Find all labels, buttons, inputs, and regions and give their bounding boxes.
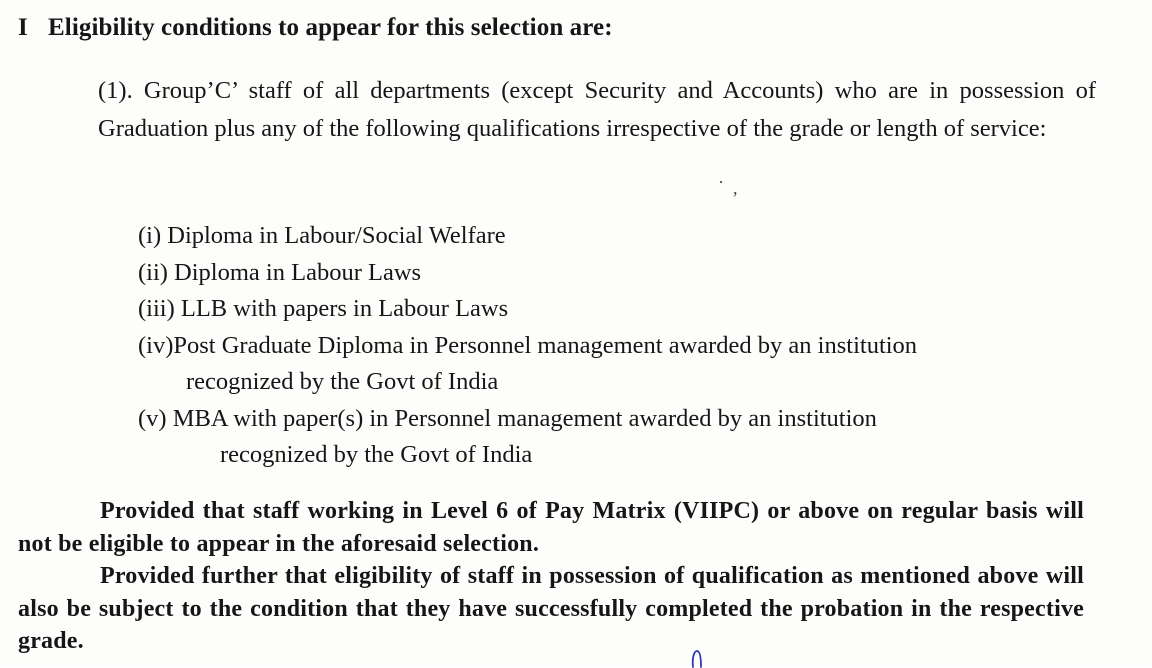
section-heading-text: Eligibility conditions to appear for this selection are: xyxy=(48,14,613,41)
eligibility-intro-paragraph xyxy=(98,72,1096,148)
qualification-item: (v) MBA with paper(s) in Personnel management awarded by an institution xyxy=(138,404,877,432)
proviso-paragraph-probation: Provided further that eligibility of staff in possession of qualification as mentioned above will also be subject to the condition that they have successfully completed the probation in the respective grade. xyxy=(18,563,1084,654)
qualification-item: (iii) LLB with papers in Labour Laws xyxy=(138,295,509,322)
qualification-item: (ii) Diploma in Labour Laws xyxy=(138,258,422,286)
section-numeral: I xyxy=(18,14,28,41)
qualifications-list xyxy=(138,218,1038,474)
scan-speck: · xyxy=(718,172,724,192)
qualification-item-continuation: recognized by the Govt of India xyxy=(186,368,499,395)
pen-stroke-mark xyxy=(690,648,704,668)
intro-line-3: grade or length of service: xyxy=(789,115,1047,142)
qualification-item: (iv)Post Graduate Diploma in Personnel management awarded by an institution xyxy=(138,331,918,359)
section-heading xyxy=(18,14,613,42)
intro-line-2: possession of Graduation plus any of the following qualifications irrespective of the xyxy=(98,77,1097,142)
scan-speck: , xyxy=(733,178,738,198)
proviso-paragraph-pay-level: Provided that staff working in Level 6 of Pay Matrix (VIIPC) or above on regular basis will not be eligible to appear in the aforesaid selection. xyxy=(18,498,1084,557)
intro-line-1: (1). Group’C’ staff of all departments (except Security and Accounts) who are in xyxy=(98,77,949,104)
qualification-item-continuation: recognized by the Govt of India xyxy=(220,441,533,468)
qualification-item: (i) Diploma in Labour/Social Welfare xyxy=(138,222,506,249)
